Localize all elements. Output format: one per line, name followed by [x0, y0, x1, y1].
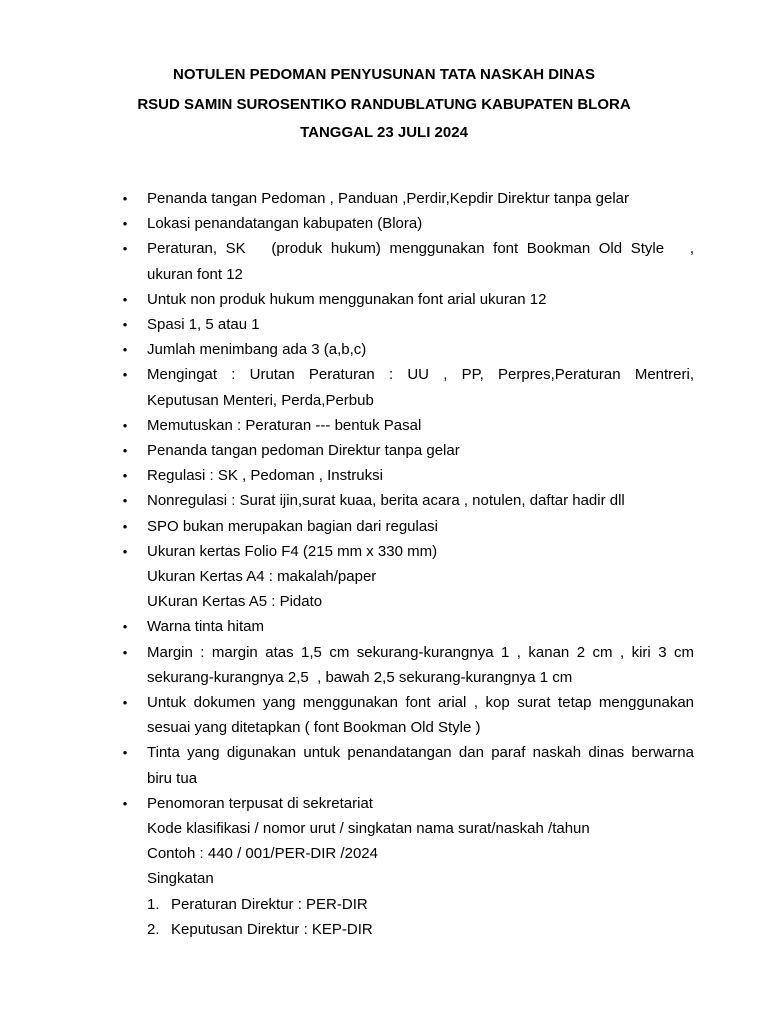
bullet-icon: • — [122, 342, 128, 358]
item-text: Margin : margin atas 1,5 cm sekurang-kurangnya 1 , kanan 2 cm , kiri 3 cm — [147, 643, 694, 661]
item-text: Tinta yang digunakan untuk penandatangan dan paraf naskah dinas berwarna — [147, 744, 694, 762]
bullet-icon: • — [122, 317, 128, 333]
numbered-item — [147, 892, 694, 917]
item-text: Jumlah menimbang ada 3 (a,b,c) — [147, 341, 367, 359]
list-item — [122, 640, 694, 690]
item-text: Penanda tangan Pedoman , Panduan ,Perdir,Kepdir Direktur tanpa gelar — [147, 190, 629, 207]
list-item — [122, 438, 694, 463]
item-text-continued: Singkatan — [147, 870, 214, 888]
item-text: Penomoran terpusat di sekretariat — [147, 794, 373, 812]
item-text: Mengingat : Urutan Peraturan : UU , PP, Perpres,Peraturan Mentreri, — [147, 366, 694, 384]
item-number: 2. — [147, 920, 160, 938]
bullet-icon: • — [122, 795, 128, 811]
item-text-continued: biru tua — [147, 769, 198, 787]
item-text-continued: Contoh : 440 / 001/PER-DIR /2024 — [147, 845, 378, 863]
item-text: Memutuskan : Peraturan --- bentuk Pasal — [147, 416, 422, 434]
bullet-icon: • — [122, 518, 128, 534]
list-item — [122, 362, 694, 412]
bullet-icon: • — [122, 443, 128, 459]
item-text-continued: Kode klasifikasi / nomor urut / singkatan nama surat/naskah /tahun — [147, 820, 590, 838]
list-item — [122, 211, 694, 236]
list-item — [122, 337, 694, 362]
item-text: Ukuran kertas Folio F4 (215 mm x 330 mm) — [147, 542, 438, 560]
item-text-continued: UKuran Kertas A5 : Pidato — [147, 593, 323, 611]
item-number: 1. — [147, 895, 160, 913]
bullet-icon: • — [122, 417, 128, 433]
numbered-item-text: Peraturan Direktur : PER-DIR — [171, 895, 368, 913]
list-item — [122, 488, 694, 513]
item-text: Regulasi : SK , Pedoman , Instruksi — [147, 467, 383, 485]
item-text: Warna tinta hitam — [147, 618, 264, 636]
item-text: Penanda tangan pedoman Direktur tanpa gelar — [147, 442, 460, 460]
item-text: Untuk dokumen yang menggunakan font arial , kop surat tetap menggunakan — [147, 694, 694, 712]
bullet-icon: • — [122, 241, 128, 257]
numbered-item-text: Keputusan Direktur : KEP-DIR — [171, 920, 373, 938]
item-text: Nonregulasi : Surat ijin,surat kuaa, berita acara , notulen, daftar hadir dll — [147, 492, 625, 510]
bullet-icon: • — [122, 644, 128, 660]
bullet-icon: • — [122, 291, 128, 307]
document-date: TANGGAL 23 JULI 2024 — [300, 124, 468, 141]
item-text-continued: sekurang-kurangnya 2,5 , bawah 2,5 sekurang-kurangnya 1 cm — [147, 668, 573, 686]
list-item — [122, 740, 694, 790]
document-title-line-1: NOTULEN PEDOMAN PENYUSUNAN TATA NASKAH DINAS — [173, 66, 595, 83]
bullet-icon: • — [122, 367, 128, 383]
item-text-continued: Ukuran Kertas A4 : makalah/paper — [147, 568, 377, 586]
bullet-icon: • — [122, 695, 128, 711]
list-item — [122, 539, 694, 615]
item-text-continued: sesuai yang ditetapkan ( font Bookman Old Style ) — [147, 719, 481, 737]
bullet-icon: • — [122, 468, 128, 484]
list-item — [122, 186, 694, 211]
list-item — [122, 514, 694, 539]
notes-list — [122, 186, 694, 942]
item-text-continued: ukuran font 12 — [147, 265, 243, 283]
item-text: Spasi 1, 5 atau 1 — [147, 316, 260, 334]
bullet-icon: • — [122, 493, 128, 509]
list-item — [122, 287, 694, 312]
list-item — [122, 413, 694, 438]
list-item — [122, 463, 694, 488]
item-text: Lokasi penandatangan kabupaten (Blora) — [147, 215, 423, 233]
numbered-item — [147, 917, 694, 942]
bullet-icon: • — [122, 543, 128, 559]
list-item — [122, 690, 694, 740]
list-item — [122, 236, 694, 286]
bullet-icon: • — [122, 216, 128, 232]
item-text: Untuk non produk hukum menggunakan font arial ukuran 12 — [147, 290, 547, 308]
item-text: Peraturan, SK (produk hukum) menggunakan font Bookman Old Style , — [147, 240, 694, 258]
document-title-line-2: RSUD SAMIN SUROSENTIKO RANDUBLATUNG KABUPATEN BLORA — [137, 96, 631, 113]
bullet-icon: • — [122, 619, 128, 635]
list-item — [122, 614, 694, 639]
item-text: SPO bukan merupakan bagian dari regulasi — [147, 517, 439, 535]
list-item — [122, 791, 694, 942]
bullet-icon: • — [122, 745, 128, 761]
bullet-icon: • — [122, 191, 128, 206]
item-text-continued: Keputusan Menteri, Perda,Perbub — [147, 391, 374, 409]
list-item — [122, 312, 694, 337]
